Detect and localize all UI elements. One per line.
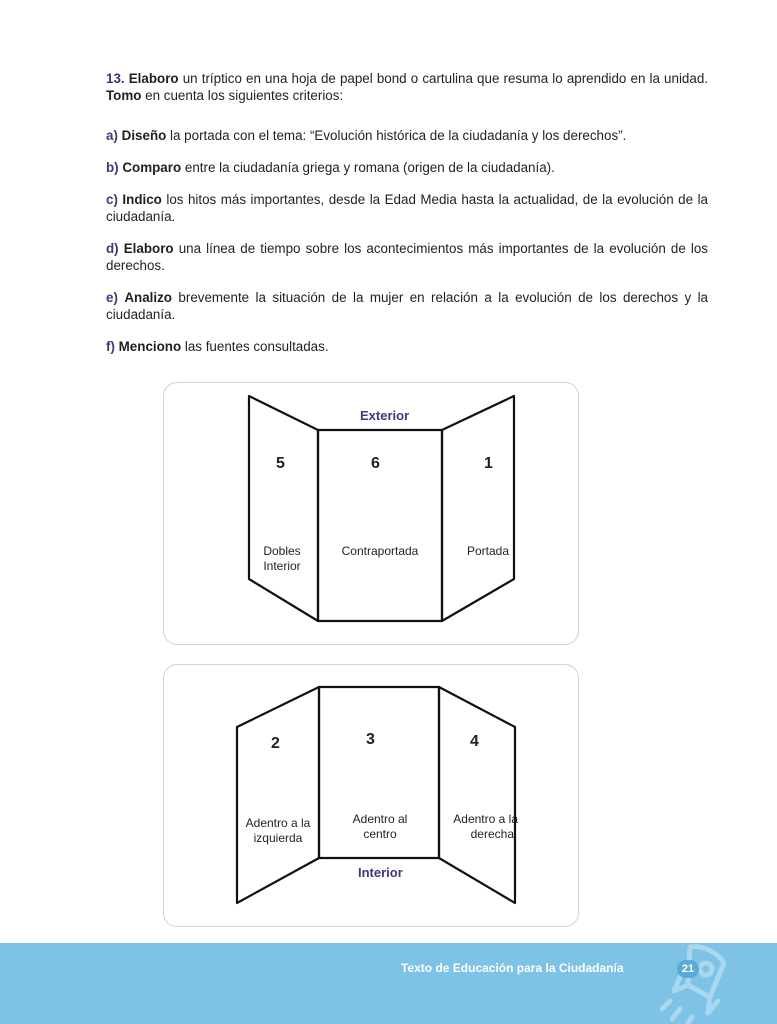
interior-right-fold (439, 687, 515, 903)
exterior-center-fold (318, 430, 442, 621)
panel-label-line: derecha (470, 827, 514, 841)
criterion-b (106, 159, 708, 176)
criterion-letter: e) (106, 290, 118, 305)
criterion-letter: d) (106, 241, 119, 256)
panel-label (238, 816, 318, 846)
panel-label-line: Dobles (263, 544, 301, 558)
rocket-icon (650, 943, 760, 1024)
panel-number: 6 (371, 455, 380, 472)
exterior-left-fold (249, 396, 318, 621)
exterior-title: Exterior (360, 408, 410, 423)
criterion-text: entre la ciudadanía griega y romana (origen de la ciudadanía). (181, 160, 555, 175)
criterion-c (106, 191, 708, 225)
criterion-verb: Analizo (124, 290, 172, 305)
panel-number: 1 (484, 455, 493, 472)
activity-intro (106, 70, 708, 104)
page-footer (0, 943, 777, 1024)
criterion-text: la portada con el tema: “Evolución histórica de la ciudadanía y los derechos”. (166, 128, 627, 143)
footer-book-title: Texto de Educación para la Ciudadanía (401, 961, 624, 975)
triptych-interior-diagram (163, 664, 579, 927)
criterion-verb: Comparo (122, 160, 182, 175)
triptych-interior-drawing (164, 665, 578, 926)
panel-label-line: Adentro a la (453, 812, 518, 826)
panel-number: 4 (470, 733, 479, 750)
criterion-verb: Indico (122, 192, 162, 207)
panel-label-line: izquierda (253, 831, 303, 845)
intro-text-2: en cuenta los siguientes criterios: (141, 88, 344, 103)
panel-label (438, 812, 518, 842)
criterion-verb: Elaboro (123, 241, 174, 256)
criterion-d (106, 240, 708, 274)
panel-label-line: centro (363, 827, 397, 841)
panel-number: 5 (276, 455, 285, 472)
criterion-letter: b) (106, 160, 119, 175)
panel-label-line: Interior (263, 559, 301, 573)
panel-label: Contraportada (341, 544, 419, 558)
criterion-verb: Menciono (118, 339, 182, 354)
panel-label (330, 812, 430, 842)
criterion-letter: c) (106, 192, 118, 207)
criterion-f (106, 338, 708, 355)
intro-text-1: un tríptico en una hoja de papel bond o cartulina que resuma lo aprendido en la unidad. (178, 71, 708, 86)
criterion-letter: f) (106, 339, 115, 354)
interior-title: Interior (358, 865, 403, 880)
criterion-text: los hitos más importantes, desde la Edad Media hasta la actualidad, de la evolución de la ciudadanía. (106, 192, 708, 224)
panel-label (252, 544, 312, 574)
criterion-e (106, 289, 708, 323)
intro-verb: Elaboro (128, 71, 179, 86)
criterion-text: brevemente la situación de la mujer en relación a la evolución de los derechos y la ciudadanía. (106, 290, 708, 322)
panel-number: 3 (366, 731, 375, 748)
exterior-right-fold (442, 396, 514, 621)
panel-label-line: Adentro a la (245, 816, 311, 830)
criterion-text: una línea de tiempo sobre los acontecimientos más importantes de la evolución de los derechos. (106, 241, 708, 273)
triptych-exterior-diagram (163, 382, 579, 645)
page-number-badge: 21 (677, 960, 699, 978)
intro-verb-2: Tomo (106, 88, 142, 103)
panel-label: Portada (466, 544, 510, 558)
panel-number: 2 (271, 735, 280, 752)
activity-number: 13. (106, 71, 125, 86)
criterion-a (106, 127, 708, 144)
criterion-text: las fuentes consultadas. (181, 339, 329, 354)
activity-text (106, 70, 708, 370)
criterion-letter: a) (106, 128, 118, 143)
criterion-verb: Diseño (121, 128, 167, 143)
panel-label-line: Adentro al (352, 812, 408, 826)
interior-left-fold (237, 687, 319, 903)
